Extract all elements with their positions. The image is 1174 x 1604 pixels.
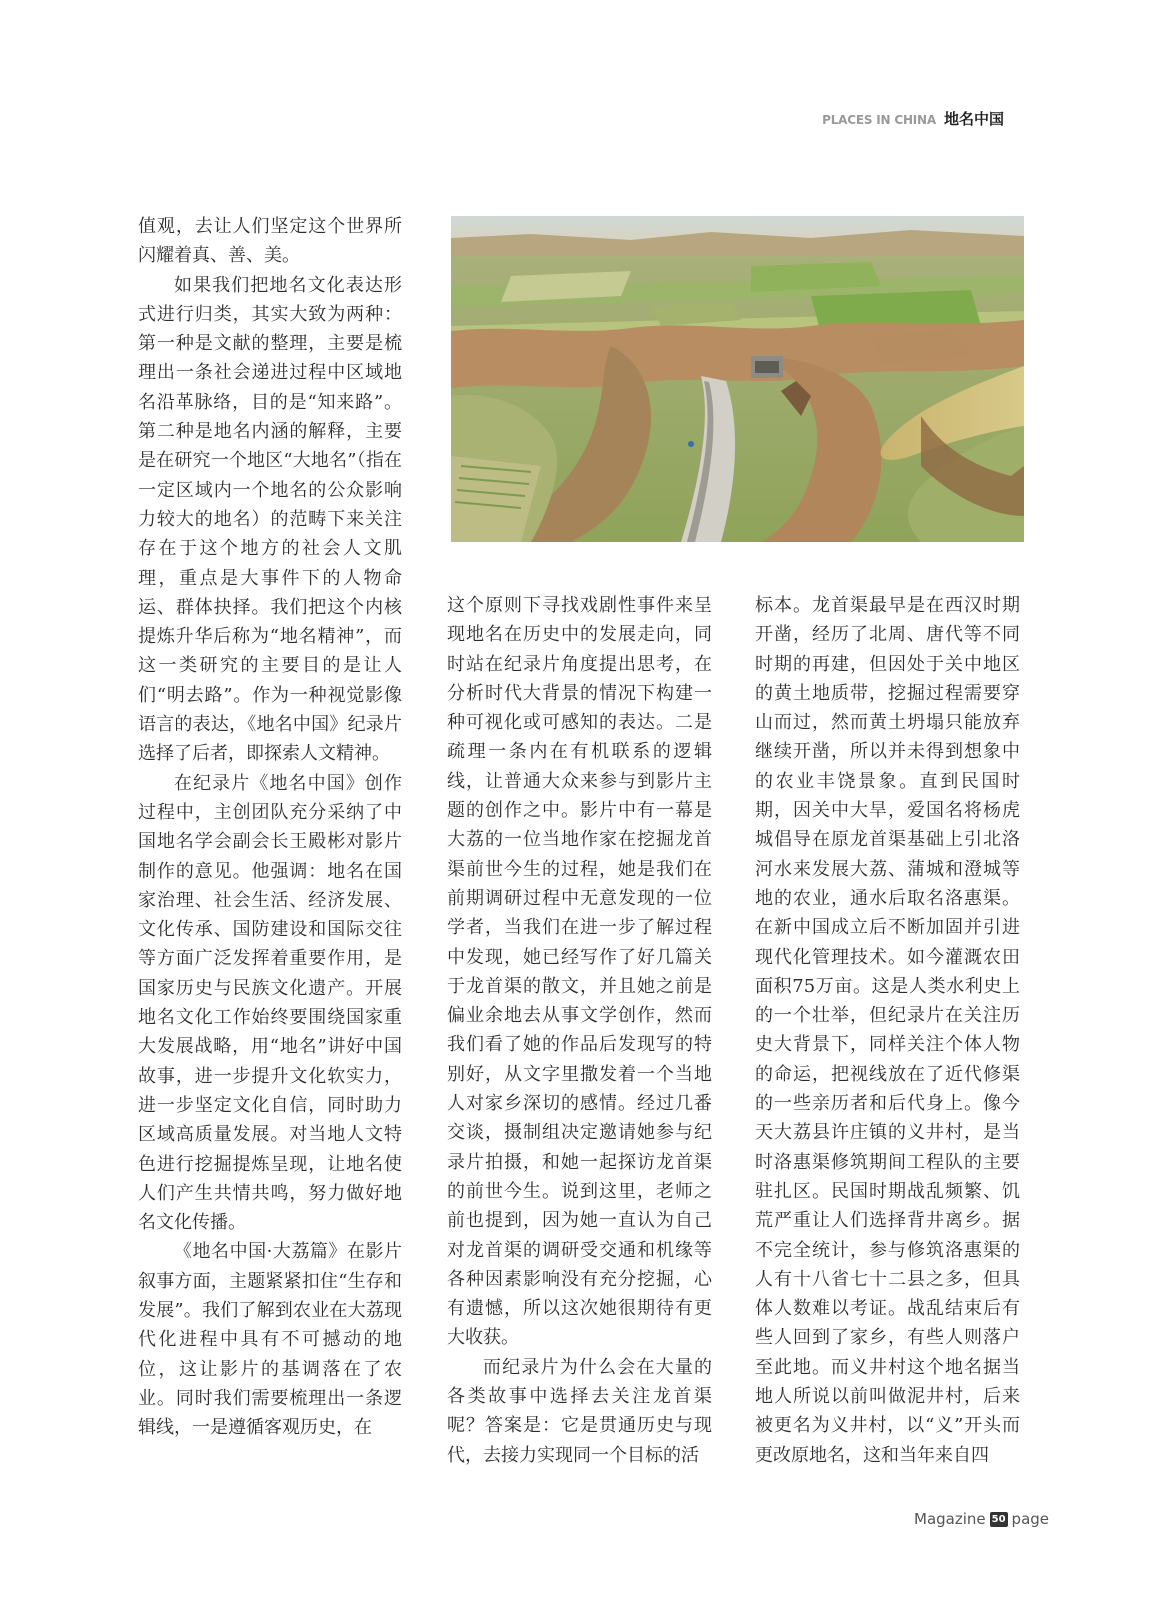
page-footer (914, 1510, 1049, 1528)
magazine-label: Magazine (914, 1510, 986, 1528)
paragraph: 在纪录片《地名中国》创作过程中，主创团队充分采纳了中国地名学会副会长王殿彬对影片制作的意见。他强调：地名在国家治理、社会生活、经济发展、文化传承、国防建设和国际交往等方面广泛发挥着重要作用，是国家历史与民族文化遗产。开展地名文化工作始终要围绕国家重大发展战略，用“地名”讲好中国故事，进一步提升文化软实力，进一步坚定文化自信，同时助力区域高质量发展。对当地人文特色进行挖掘提炼呈现，让地名使人们产生共情共鸣，努力做好地名文化传播。 (138, 772, 402, 1234)
page-label: page (1011, 1510, 1050, 1528)
paragraph: 这个原则下寻找戏剧性事件来呈现地名在历史中的发展走向，同时站在纪录片角度提出思考，在分析时代大背景的情况下构建一种可视化或可感知的表达。二是疏理一条内在有机联系的逻辑线，让普通大众来参与到影片主题的创作之中。影片中有一幕是大荔的一位当地作家在挖掘龙首渠前世今生的过程，她是我们在前期调研过程中无意发现的一位学者，当我们在进一步了解过程中发现，她已经写作了好几篇关于龙首渠的散文，并且她之前是偏业余地去从事文学创作，然而我们看了她的作品后发现写的特别好，从文字里撒发着一个当地人对家乡深切的感情。经过几番交谈，摄制组决定邀请她参与纪录片拍摄，和她一起探访龙首渠的前世今生。说到这里，老师之前也提到，因为她一直认为自己对龙首渠的调研受交通和机缘等各种因素影响没有充分挖掘，心有遗憾，所以这次她很期待有更大收获。 (447, 595, 712, 1349)
text-column-left (138, 212, 402, 1442)
section-title-en: PLACES IN CHINA (822, 113, 936, 127)
section-title-cn: 地名中国 (943, 110, 1004, 128)
paragraph: 标本。龙首渠最早是在西汉时期开凿，经历了北周、唐代等不同时期的再建，但因处于关中地区的黄土地质带，挖掘过程需要穿山而过，然而黄土坍塌只能放弃继续开凿，所以并未得到想象中的农业丰饶景象。直到民国时期，因关中大旱，爱国名将杨虎城倡导在原龙首渠基础上引北洛河水来发展大荔、蒲城和澄城等地的农业，通水后取名洛惠渠。在新中国成立后不断加固并引进现代化管理技术。如今灌溉农田面积75万亩。这是人类水利史上的一个壮举，但纪录片在关注历史大背景下，同样关注个体人物的命运，把视线放在了近代修渠的一些亲历者和后代身上。像今天大荔县许庄镇的义井村，是当时洛惠渠修筑期间工程队的主要驻扎区。民国时期战乱频繁、饥荒严重让人们选择背井离乡。据不完全统计，参与修筑洛惠渠的人有十八省七十二县之多，但具体人数难以考证。战乱结束后有些人回到了家乡，有些人则落户至此地。而义井村这个地名据当地人所说以前叫做泥井村，后来被更名为义井村，以“义”开头而更改原地名，这和当年来自四 (755, 595, 1020, 1466)
paragraph: 如果我们把地名文化表达形式进行归类，其实大致为两种：第一种是文献的整理，主要是梳理出一条社会递进过程中区域地名沿革脉络，目的是“知来路”。第二种是地名内涵的解释，主要是在研究一个地区“大地名”（指在一定区域内一个地名的公众影响力较大的地名）的范畴下来关注存在于这个地方的社会人文肌理，重点是大事件下的人物命运、群体抉择。我们把这个内核提炼升华后称为“地名精神”，而这一类研究的主要目的是让人们“明去路”。作为一种视觉影像语言的表达，《地名中国》纪录片选择了后者，即探索人文精神。 (138, 274, 402, 765)
aerial-landscape-photo (451, 216, 1024, 542)
page-number: 50 (991, 1513, 1006, 1525)
landscape-illustration (451, 216, 1024, 542)
paragraph: 而纪录片为什么会在大量的各类故事中选择去关注龙首渠呢？答案是：它是贯通历史与现代，去接力实现同一个目标的活 (447, 1356, 712, 1466)
paragraph: 值观，去让人们坚定这个世界所闪耀着真、善、美。 (138, 216, 402, 267)
paragraph: 《地名中国·大荔篇》在影片叙事方面，主题紧紧扣住“生存和发展”。我们了解到农业在大荔现代化进程中具有不可撼动的地位，这让影片的基调落在了农业。同时我们需要梳理出一条逻辑线，一是遵循客观历史，在 (138, 1241, 402, 1439)
running-header (822, 108, 1004, 130)
text-column-middle (447, 591, 712, 1470)
text-column-right (755, 591, 1020, 1470)
